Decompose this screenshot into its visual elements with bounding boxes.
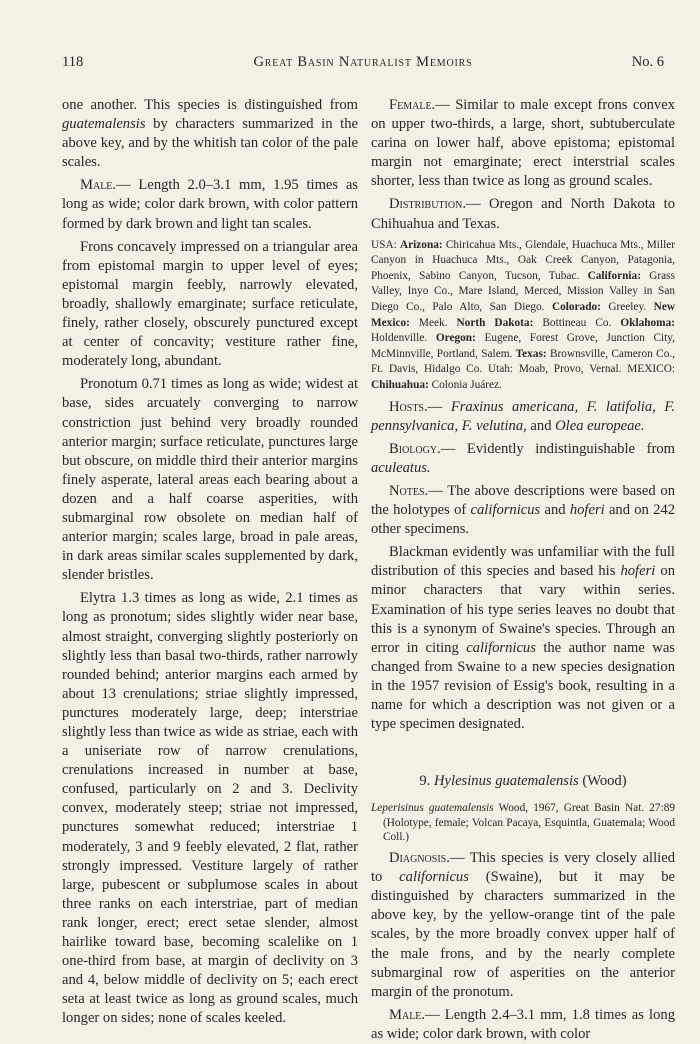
paragraph-pronotum: Pronotum 0.71 times as long as wide; widest at base, sides arcuately converging to narrow constriction just behind very broadly rounded anterior margin; surface reticulate, punctures large but obscure, on middle third their anterior margins finely asperate, lateral areas each bearing about a dozen and a half coarse asperities, with submarginal row obsolete on median half of anterior margin; scales large, broad in pale areas, in dark areas similar scales supplemented by dark, slender bristles. [62,376,358,584]
locality-state: New Mexico: [371,301,675,329]
section-heading-notes: Notes. [389,482,429,499]
left-column [62,96,358,1029]
locality-list: USA: Arizona: Chiricahua Mts., Glendale, Huachuca Mts., Miller Canyon in Huachuca Mts., Oak Creek Canyon, Patagonia, Phoenix, Sabino Canyon, Tucson, Tubac. California: Grass Valley, Inyo Co., Mare Island, Merced, Mission Valley in San Diego Co., Palo Alto, San Diego. Colorado: Greeley. New Mexico: Meek. North Dakota: Bottineau Co. Oklahoma: Holdenville. Oregon: Eugene, Forest Grove, Junction City, McMinnville, Portland, Salem. Texas: Brownsville, Cameron Co., Ft. Davis, Hidalgo Co. Utah: Moab, Provo, Vernal. MEXICO: Chihuahua: Colonia Juárez. [371,238,676,391]
paragraph-diagnosis: Diagnosis.— This species is very closely allied to californicus (Swaine), but it may be distinguished by characters summarized in the above key, by the yellow-orange tint of the pale scales, by the more broadly convex upper half of the male frons, and by the nearly complete submarginal row of asperities on the anterior margin of the pronotum. [371,850,675,1000]
locality-places: Chiricahua Mts., Glendale, Huachuca Mts., Miller Canyon in Huachuca Mts., Oak Creek Canyon, Patagonia, Phoenix, Sabino Canyon, Tucson, Tubac. [371,238,675,282]
paragraph-male: Male.— Length 2.0–3.1 mm, 1.95 times as long as wide; color dark brown, with color pattern formed by dark brown and light tan scales. [62,177,358,232]
section-heading-female: Female. [389,97,436,113]
locality-places: Eugene, Forest Grove, Junction City, McMinnville, Portland, Salem. [371,332,676,360]
issue-number: No. 6 [631,54,664,70]
section-heading-biology: Biology. [389,440,441,457]
paragraph-notes: Notes.— The above descriptions were based on the holotypes of californicus and hoferi and on 242 other specimens. [371,482,675,538]
page-number: 118 [62,54,84,70]
section-heading-male: Male. [80,177,117,194]
locality-state: Arizona: [399,238,443,251]
paragraph-blackman: Blackman evidently was unfamiliar with the full distribution of this species and based his hoferi on minor characters that vary within series. Examination of his type series leaves no doubt that this is a synonym of Swaine's species. Through an error in citing californicus the author name was changed from Swaine to a new species designation in the 1957 revision of Essig's book, resulting in a name for which a description was not given or a type specimen designated. [371,544,675,733]
locality-state: North Dakota: [456,316,534,329]
locality-places: Brownsville, Cameron Co., Ft. Davis, Hidalgo Co. Utah: Moab, Provo, Vernal. MEXICO: [371,347,675,376]
locality-places: Grass Valley, Inyo Co., Mare Island, Merced, Mission Valley in San Diego Co., Palo Alto, San Diego. [371,269,675,314]
paragraph-male-guatemalensis: Male.— Length 2.4–3.1 mm, 1.8 times as long as wide; color dark brown, with color [371,1006,675,1042]
locality-places: Meek. [409,316,457,329]
locality-places: Bottineau Co. [533,316,621,329]
section-heading-distribution: Distribution. [389,196,466,213]
paragraph-female: Female.— Similar to male except frons convex on upper two-thirds, a large, short, subtuberculate carina on lower half, above epistoma; epistomal margin not emarginate; erect interstrial scales shorter, less than twice as long as ground scales. [371,97,675,190]
species-heading: 9. Hylesinus guatemalensis (Wood) [419,773,627,790]
locality-state: Chihuahua: [371,379,429,391]
locality-state: Oklahoma: [620,316,675,329]
locality-places: Greeley. [600,301,654,314]
locality-places: Colonia Juárez. [428,379,502,391]
paragraph-biology: Biology.— Evidently indistinguishable from aculeatus. [371,440,675,476]
right-column [371,96,675,1044]
journal-title: Great Basin Naturalist Memoirs [253,54,473,70]
paragraph-elytra: Elytra 1.3 times as long as wide, 2.1 times as long as pronotum; sides slightly wider near base, almost straight, converging slightly posteriorly on slightly less than basal two-thirds, rather narrowly rounded behind; anterior margins each armed by about 13 crenulations; striae slightly impressed, punctures moderately large, deep; interstriae slightly less than twice as wide as striae, each with a uniseriate row of narrow crenulations, crenulations increased in number at base, confused, particularly on 2 and 3. Declivity convex, moderately steep; striae not impressed, punctures somewhat reduced; interstriae 1 moderately, 3 and 9 feebly elevated, 2 flat, rather strongly impressed. Vestiture largely of rather large, pubescent or subplumose scales in about three ranks on each interstriae, part of median rank longer, erect; erect setae slender, almost hairlike toward base, becoming scalelike on 1 one-third from base, at margin of declivity on 3 and 4, below middle of declivity on 5; each erect seta at least twice as long as ground scales, much longer on sides; none of scales keeled. [62,590,358,1027]
section-heading-diagnosis: Diagnosis. [389,850,450,867]
locality-state: Oregon: [435,332,476,345]
section-heading-hosts: Hosts. [389,398,428,415]
locality-places: Holdenville. [371,332,436,345]
locality-state: California: [587,269,641,282]
spacer [371,734,675,772]
synonymy-citation: Leperisinus guatemalensis Wood, 1967, Great Basin Nat. 27:89 (Holotype, female; Volcan Pacaya, Esquintla, Guatemala; Wood Coll.) [371,802,676,844]
section-heading-male-2: Male. [389,1006,426,1023]
running-header [62,54,664,76]
locality-state: Colorado: [551,301,601,314]
paragraph-intro: one another. This species is distinguished from guatemalensis by characters summarized in the above key, and by the whitish tan color of the pale scales. [62,97,358,171]
locality-state: Texas: [515,347,547,360]
paragraph-hosts: Hosts.— Fraxinus americana, F. latifolia, F. pennsylvanica, F. velutina, and Olea europeae. [371,398,675,434]
paragraph-distribution: Distribution.— Oregon and North Dakota to Chihuahua and Texas. [371,196,675,232]
paragraph-frons: Frons concavely impressed on a triangular area from epistomal margin to upper level of eyes; epistomal margin feebly, narrowly elevated, broadly, shallowly emarginate; surface reticulate, finely, rather closely, obscurely punctured except at center of concavity; vestiture rather fine, moderately long, abundant. [62,238,358,370]
